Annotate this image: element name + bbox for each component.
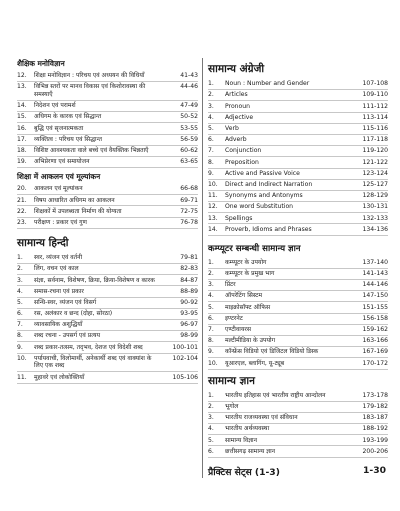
chapter-title: मल्टीमीडिया के उपयोग (225, 337, 276, 345)
chapter-number: 7. (208, 147, 214, 155)
chapter-title: शिक्षकों में उपलब्धता निर्माण की योग्यता (34, 207, 122, 215)
page-range: 113-114 (362, 113, 388, 121)
page-range: 141-143 (362, 270, 388, 278)
chapter-number: 23. (17, 218, 27, 226)
toc-row (17, 146, 198, 157)
right-column (202, 58, 388, 478)
toc-row (208, 325, 388, 336)
chapter-number: 11. (208, 192, 218, 200)
chapter-title: आकलन एवं मूल्यांकन (34, 185, 83, 193)
chapter-title: संज्ञा, सर्वनाम, विशेषण, क्रिया, क्रिया-विशेषण व कारक (34, 276, 155, 284)
chapter-title: Active and Passive Voice (225, 169, 300, 177)
toc-row (17, 135, 198, 146)
chapter-title: कम्प्यूटर के उपयोग (225, 258, 267, 266)
chapter-title: इण्टरनेट (225, 314, 243, 322)
toc-row (17, 184, 198, 195)
chapter-number: 4. (208, 113, 214, 121)
toc-row (17, 286, 198, 297)
chapter-title: व्यक्तित्व : परिचय एवं सिद्धान्त (34, 135, 102, 143)
chapter-title: Articles (225, 91, 248, 99)
chapter-title: Conjunction (225, 147, 262, 155)
chapter-number: 8. (208, 337, 214, 345)
chapter-title: व्यावसायिक अशुद्धियाँ (34, 321, 83, 329)
toc-row (208, 280, 388, 291)
toc-row (208, 90, 388, 101)
chapter-title: भारतीय इतिहास एवं भारतीय राष्ट्रीय आन्दोलन (225, 391, 326, 399)
page-range: 119-120 (362, 147, 388, 155)
chapter-title: बुद्धि एवं सृजनात्मकता (34, 124, 84, 132)
chapter-number: 3. (208, 281, 214, 289)
page-range: 137-140 (362, 258, 388, 266)
chapter-number: 6. (208, 447, 214, 455)
chapter-number: 10. (17, 354, 27, 362)
page-range: 50-52 (180, 113, 198, 121)
chapter-title: Synonyms and Antonyms (225, 192, 303, 200)
toc-row (17, 71, 198, 82)
toc-section (17, 171, 198, 232)
page-range: 163-166 (362, 337, 388, 345)
chapter-number: 5. (208, 436, 214, 444)
chapter-title: विभिन्न स्तरों पर मानव विकास एवं किशोरावस्था की समस्याएँ (34, 83, 146, 99)
toc-row (17, 101, 198, 112)
chapter-number: 3. (208, 102, 214, 110)
toc-row (208, 358, 388, 369)
toc-row (17, 264, 198, 275)
chapter-title: लिंग, वचन एवं काल (34, 265, 79, 273)
chapter-title: भूगोल (225, 402, 239, 410)
page-range: 44-46 (180, 83, 198, 91)
chapter-number: 9. (208, 169, 214, 177)
chapter-title: Proverb, Idioms and Phrases (225, 225, 312, 233)
toc-row (208, 224, 388, 235)
page-range: 98-99 (180, 332, 198, 340)
toc-section (208, 370, 388, 458)
chapter-title: मुहावरे एवं लोकोक्तियाँ (34, 373, 85, 381)
page-range: 60-62 (180, 147, 198, 155)
chapter-number: 16. (17, 124, 27, 132)
toc-section (17, 58, 198, 171)
chapter-number: 6. (17, 310, 23, 318)
page-range: 109-110 (362, 91, 388, 99)
toc-row (17, 218, 198, 229)
page-range: 121-122 (362, 158, 388, 166)
chapter-title: विशिष्ट आवश्यकता वाले बच्चे एवं वैयक्तिक भिन्नताएँ (34, 147, 149, 155)
toc-row (208, 391, 388, 402)
page-range: 128-129 (362, 192, 388, 200)
chapter-number: 1. (208, 258, 214, 266)
chapter-number: 20. (17, 185, 27, 193)
practice-sets-pages: 1-30 (363, 464, 386, 476)
chapter-title: Verb (225, 125, 239, 133)
page-range: 102-104 (172, 354, 198, 362)
toc-row (208, 413, 388, 424)
chapter-number: 2. (208, 91, 214, 99)
chapter-number: 12. (208, 203, 218, 211)
chapter-number: 2. (17, 265, 23, 273)
chapter-title: Spellings (225, 214, 253, 222)
page-range: 84-87 (180, 276, 198, 284)
chapter-number: 14. (17, 102, 27, 110)
chapter-number: 1. (208, 80, 214, 88)
toc-row (208, 157, 388, 168)
chapter-title: विषय आधारित अधिगम का आकलन (34, 196, 115, 204)
page-range: 82-83 (180, 265, 198, 273)
toc-row (17, 206, 198, 217)
chapter-title: अधिगम के कारक एवं सिद्धान्त (34, 113, 102, 121)
toc-section (208, 236, 388, 370)
chapter-title: Adjective (225, 113, 254, 121)
chapter-number: 7. (208, 326, 214, 334)
toc-row (17, 195, 198, 206)
toc-row (208, 446, 388, 457)
toc-row (17, 320, 198, 331)
chapter-title: शब्द प्रकार-तत्सम, तद्‌भव, देशज एवं विदेशी शब्द (34, 343, 143, 351)
right-sections (208, 58, 388, 458)
toc-row (208, 135, 388, 146)
page-range: 93-95 (180, 310, 198, 318)
page-range: 90-92 (180, 298, 198, 306)
page-range: 111-112 (362, 102, 388, 110)
page-range: 56-59 (180, 135, 198, 143)
page-range: 193-199 (362, 436, 388, 444)
page-range: 105-106 (172, 373, 198, 381)
page-range: 144-146 (362, 281, 388, 289)
page-range: 170-172 (362, 359, 388, 367)
chapter-number: 10. (208, 180, 218, 188)
chapter-number: 15. (17, 113, 27, 121)
page-range: 107-108 (362, 80, 388, 88)
section-heading: सामान्य ज्ञान (208, 374, 255, 387)
page-range: 125-127 (362, 180, 388, 188)
page-range: 100-101 (172, 343, 198, 351)
page-range: 173-178 (362, 391, 388, 399)
chapter-title: पर्यायवाची, विलोमार्थी, अनेकार्थी शब्द एवं वाक्यांश के लिए एक शब्द (34, 354, 152, 370)
chapter-title: प्रिंटर (225, 281, 236, 289)
chapter-title: Noun : Number and Gender (225, 80, 310, 88)
chapter-number: 22. (17, 207, 27, 215)
page-range: 167-169 (362, 348, 388, 356)
toc-row (17, 354, 198, 373)
toc-row (208, 202, 388, 213)
chapter-number: 2. (208, 402, 214, 410)
chapter-title: भारतीय अर्थव्यवस्था (225, 425, 270, 433)
page-range: 66-68 (180, 185, 198, 193)
page-range: 117-118 (362, 136, 388, 144)
toc-row (17, 157, 198, 168)
toc-row (208, 180, 388, 191)
chapter-number: 7. (17, 321, 23, 329)
toc-row (208, 79, 388, 90)
page-range: 156-158 (362, 314, 388, 322)
page-range: 183-187 (362, 414, 388, 422)
chapter-number: 5. (208, 303, 214, 311)
chapter-number: 4. (208, 292, 214, 300)
chapter-number: 6. (208, 314, 214, 322)
page-range: 151-155 (362, 303, 388, 311)
toc-row (17, 123, 198, 134)
chapter-title: छत्तीसगढ़ सामान्य ज्ञान (225, 447, 276, 455)
toc-row (208, 113, 388, 124)
page-range: 188-192 (362, 425, 388, 433)
section-heading: कम्प्यूटर सम्बन्धी सामान्य ज्ञान (208, 243, 301, 254)
chapter-number: 3. (17, 276, 23, 284)
section-heading: सामान्य अंग्रेजी (208, 63, 265, 75)
toc-row (17, 253, 198, 264)
toc-row (208, 101, 388, 112)
toc-row (208, 169, 388, 180)
chapter-title: सन्धि-स्वर, व्यंजन एवं विसर्ग (34, 298, 97, 306)
practice-sets-row (208, 465, 388, 478)
toc-row (208, 213, 388, 224)
page-range: 63-65 (180, 158, 198, 166)
page-range: 200-206 (362, 447, 388, 455)
chapter-number: 4. (208, 425, 214, 433)
toc-row (17, 112, 198, 123)
chapter-number: 9. (208, 348, 214, 356)
practice-sets-label: प्रैक्टिस सेट्स (1-3) (208, 466, 280, 478)
chapter-number: 5. (208, 125, 214, 133)
toc-row (208, 435, 388, 446)
page-range: 130-131 (362, 203, 388, 211)
chapter-number: 9. (17, 343, 23, 351)
chapter-number: 8. (17, 332, 23, 340)
chapter-title: माइक्रोसॉफ्ट ऑफिस (225, 303, 271, 311)
chapter-title: कॉन्फ्रेंस विडियो एवं डिजिटल विडियो डिस्क (225, 348, 319, 356)
page-range: 123-124 (362, 169, 388, 177)
chapter-number: 13. (17, 83, 27, 91)
chapter-number: 5. (17, 298, 23, 306)
page-range: 47-49 (180, 102, 198, 110)
chapter-title: Direct and Indirect Narration (225, 180, 313, 188)
toc-row (208, 336, 388, 347)
toc-row (208, 402, 388, 413)
chapter-number: 2. (208, 270, 214, 278)
toc-row (208, 424, 388, 435)
chapter-number: 11. (17, 373, 27, 381)
toc-row (208, 347, 388, 358)
page-range: 88-89 (180, 287, 198, 295)
chapter-title: निदेशन एवं परामर्श (34, 102, 76, 110)
chapter-number: 19. (17, 158, 27, 166)
chapter-title: यूआरएल, ब्लागिंग, यू-ट्यूब (225, 359, 285, 367)
page-range: 147-150 (362, 292, 388, 300)
page-range: 69-71 (180, 196, 198, 204)
page-range: 41-43 (180, 72, 198, 80)
chapter-title: रस, अलंकार व छन्द (दोहा, सोरठा) (34, 310, 113, 318)
section-heading: शैक्षिक मनोविज्ञान (17, 59, 65, 68)
chapter-title: One word Substitution (225, 203, 294, 211)
toc-row (208, 258, 388, 269)
chapter-number: 14. (208, 225, 218, 233)
chapter-title: परीक्षण : प्रकार एवं गुण (34, 218, 87, 226)
chapter-number: 8. (208, 158, 214, 166)
page-range: 79-81 (180, 254, 198, 262)
page-range: 132-133 (362, 214, 388, 222)
toc-row (17, 342, 198, 353)
chapter-title: कम्प्यूटर के प्रमुख भाग (225, 270, 275, 278)
page-range: 76-78 (180, 218, 198, 226)
toc-row (17, 309, 198, 320)
toc-row (208, 269, 388, 280)
page-range: 179-182 (362, 402, 388, 410)
chapter-title: एण्टीवायरस (225, 326, 251, 334)
page-range: 53-55 (180, 124, 198, 132)
toc-row (208, 291, 388, 302)
page-range: 159-162 (362, 326, 388, 334)
toc-row (17, 275, 198, 286)
page-range: 115-116 (362, 125, 388, 133)
chapter-number: 13. (208, 214, 218, 222)
section-heading: शिक्षा में आकलन एवं मूल्यांकन (17, 172, 101, 182)
chapter-title: Adverb (225, 136, 247, 144)
left-column (17, 58, 198, 384)
chapter-number: 4. (17, 287, 23, 295)
toc-row (17, 82, 198, 101)
toc-row (208, 124, 388, 135)
chapter-number: 17. (17, 135, 27, 143)
toc-section (208, 58, 388, 236)
toc-section (17, 232, 198, 384)
toc-row (17, 372, 198, 383)
chapter-number: 10. (208, 359, 218, 367)
section-heading: सामान्य हिन्दी (17, 236, 69, 249)
chapter-title: Preposition (225, 158, 259, 166)
toc-row (208, 146, 388, 157)
chapter-number: 1. (17, 254, 23, 262)
toc-row (17, 331, 198, 342)
chapter-title: भारतीय राजव्यवस्था एवं संविधान (225, 414, 298, 422)
chapter-title: Pronoun (225, 102, 250, 110)
chapter-title: ऑपरेटिंग सिस्टम (225, 292, 262, 300)
chapter-title: शब्द रचना - उपसर्ग एवं प्रत्यय (34, 332, 101, 340)
chapter-title: स्वर, व्यंजन एवं वर्तनी (34, 254, 83, 262)
chapter-number: 21. (17, 196, 27, 204)
chapter-title: शिक्षा मनोविज्ञान : परिचय एवं अध्ययन की विधियाँ (34, 72, 145, 80)
toc-row (208, 314, 388, 325)
toc-row (17, 298, 198, 309)
chapter-title: सामान्य विज्ञान (225, 436, 258, 444)
chapter-number: 18. (17, 147, 27, 155)
toc-row (208, 191, 388, 202)
page-range: 72-75 (180, 207, 198, 215)
toc-row (208, 302, 388, 313)
chapter-number: 1. (208, 391, 214, 399)
page-range: 134-136 (362, 225, 388, 233)
chapter-title: समास-रचना एवं प्रकार (34, 287, 84, 295)
chapter-number: 12. (17, 72, 27, 80)
chapter-number: 6. (208, 136, 214, 144)
chapter-number: 3. (208, 414, 214, 422)
page-range: 96-97 (180, 321, 198, 329)
chapter-title: अभिप्रेरणा एवं समायोजन (34, 158, 90, 166)
